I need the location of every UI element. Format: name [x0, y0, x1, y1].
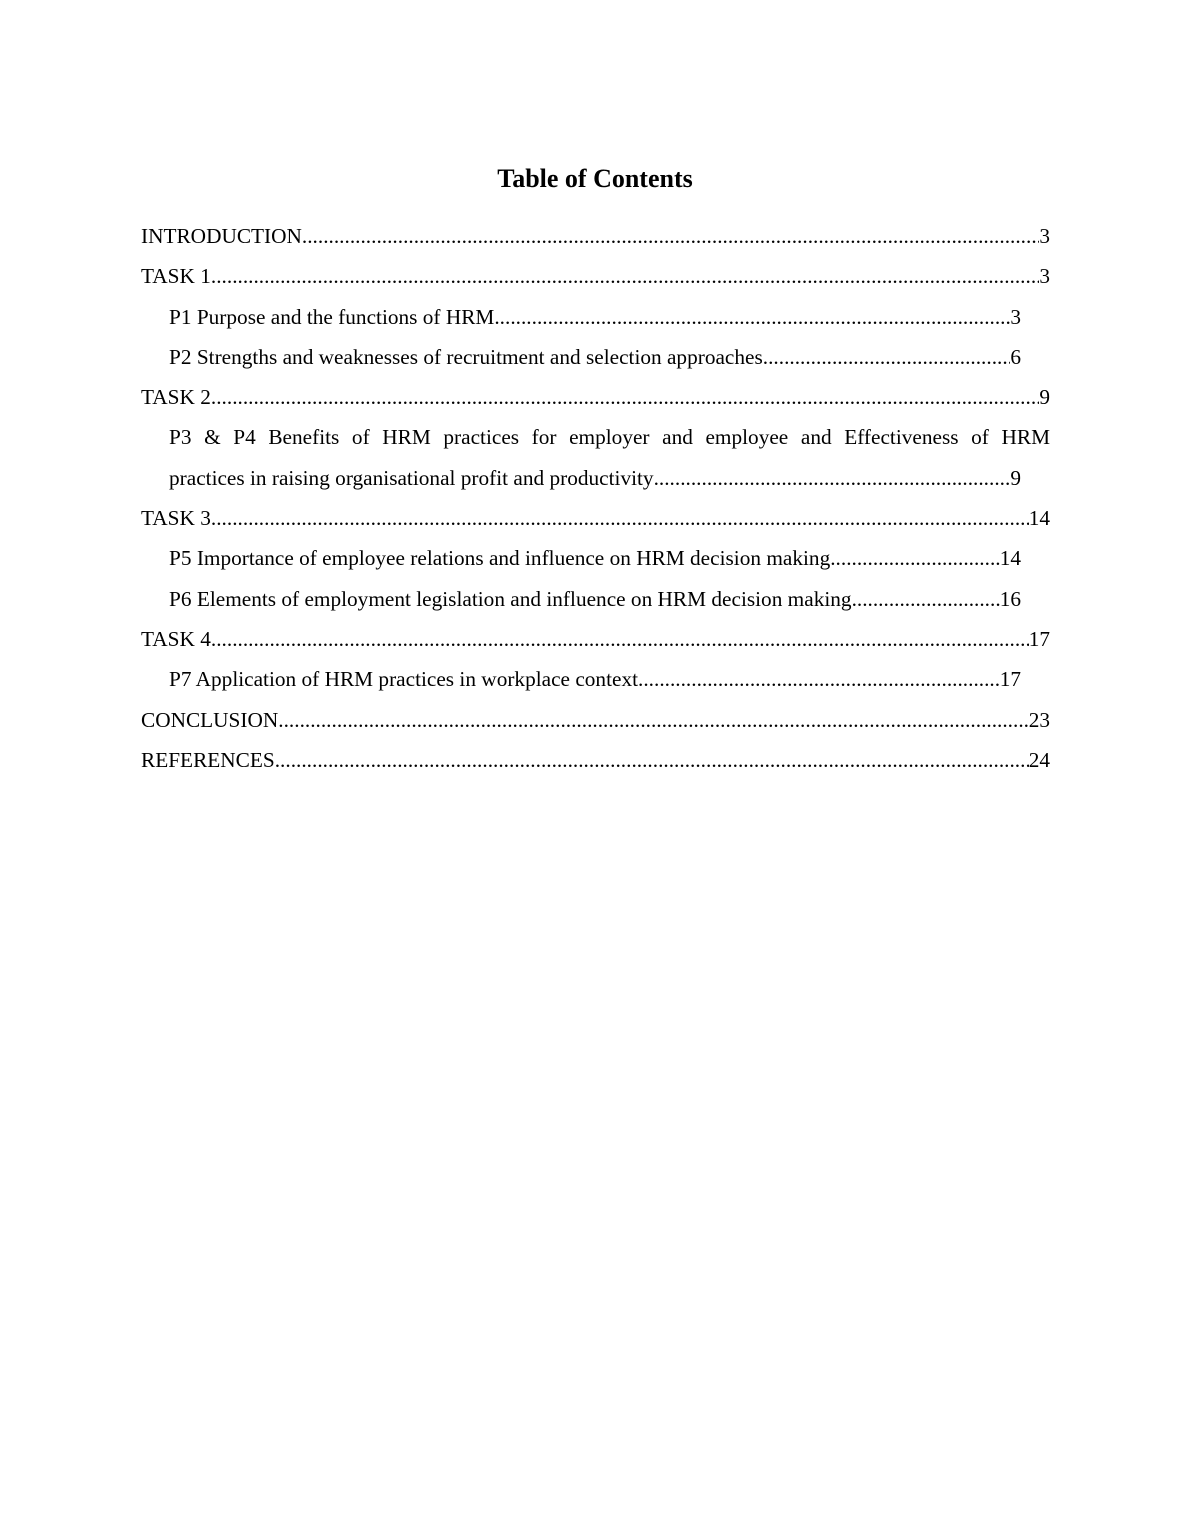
toc-entry-label: P5 Importance of employee relations and influence on HRM decision making — [169, 546, 831, 571]
toc-entry-conclusion[interactable] — [141, 700, 1050, 740]
toc-entry-page: 23 — [1028, 707, 1050, 732]
toc-entry-p5[interactable] — [169, 538, 1021, 578]
toc-entry-label: REFERENCES — [141, 747, 275, 772]
dot-leader — [763, 337, 1011, 377]
toc-entry-page: 14 — [999, 546, 1021, 571]
toc-entry-label-line2: practices in raising organisational profit and productivity — [169, 465, 654, 490]
toc-entry-p7[interactable] — [169, 659, 1021, 699]
toc-entry-label: TASK 2 — [141, 385, 211, 410]
toc-entry-p6[interactable] — [169, 579, 1021, 619]
toc-entry-page: 3 — [1039, 224, 1050, 248]
toc-entry-label: TASK 4 — [141, 626, 211, 651]
dot-leader — [852, 579, 1000, 619]
toc-entry-page: 24 — [1028, 747, 1050, 772]
dot-leader — [638, 659, 1000, 699]
dot-leader — [278, 700, 1028, 740]
toc-entry-label: P6 Elements of employment legislation and influence on HRM decision making — [169, 586, 852, 611]
toc-entry-introduction[interactable] — [141, 216, 1050, 256]
dot-leader — [211, 377, 1039, 417]
toc-entry-label-line1: P3 & P4 Benefits of HRM practices for employer and employee and Effectiveness of HRM — [169, 425, 1050, 450]
toc-entry-page: 6 — [1010, 344, 1021, 369]
toc-entry-label: P7 Application of HRM practices in workplace context — [169, 667, 639, 692]
toc-entry-page: 3 — [1010, 304, 1021, 329]
toc-entry-page: 14 — [1028, 506, 1050, 531]
toc-title: Table of Contents — [497, 164, 693, 193]
toc-entry-page: 16 — [999, 586, 1021, 611]
toc-entry-label: P2 Strengths and weaknesses of recruitment and selection approaches — [169, 344, 763, 369]
toc-list — [141, 216, 1050, 780]
toc-entry-page: 17 — [999, 667, 1021, 692]
toc-entry-p3-p4[interactable] — [169, 417, 1050, 498]
toc-entry-page: 9 — [1010, 465, 1021, 490]
toc-entry-label: P1 Purpose and the functions of HRM — [169, 304, 495, 329]
toc-entry-label: TASK 1 — [141, 264, 211, 289]
toc-entry-page: 3 — [1039, 264, 1050, 289]
dot-leader — [654, 458, 1011, 498]
toc-entry-task-2[interactable] — [141, 377, 1050, 417]
toc-entry-label: INTRODUCTION — [141, 224, 302, 248]
dot-leader — [302, 216, 1039, 256]
dot-leader — [494, 297, 1010, 337]
toc-entry-label: CONCLUSION — [141, 707, 279, 732]
toc-entry-p2[interactable] — [169, 337, 1021, 377]
toc-entry-page: 9 — [1039, 385, 1050, 410]
toc-entry-label: TASK 3 — [141, 506, 211, 531]
dot-leader — [275, 740, 1029, 780]
toc-entry-page: 17 — [1028, 626, 1050, 651]
dot-leader — [830, 538, 999, 578]
toc-entry-p1[interactable] — [169, 297, 1021, 337]
dot-leader — [211, 256, 1039, 296]
dot-leader — [211, 619, 1029, 659]
toc-entry-task-1[interactable] — [141, 256, 1050, 296]
toc-entry-references[interactable] — [141, 740, 1050, 780]
toc-entry-task-4[interactable] — [141, 619, 1050, 659]
toc-entry-line2 — [169, 458, 1021, 498]
toc-entry-task-3[interactable] — [141, 498, 1050, 538]
dot-leader — [211, 498, 1029, 538]
